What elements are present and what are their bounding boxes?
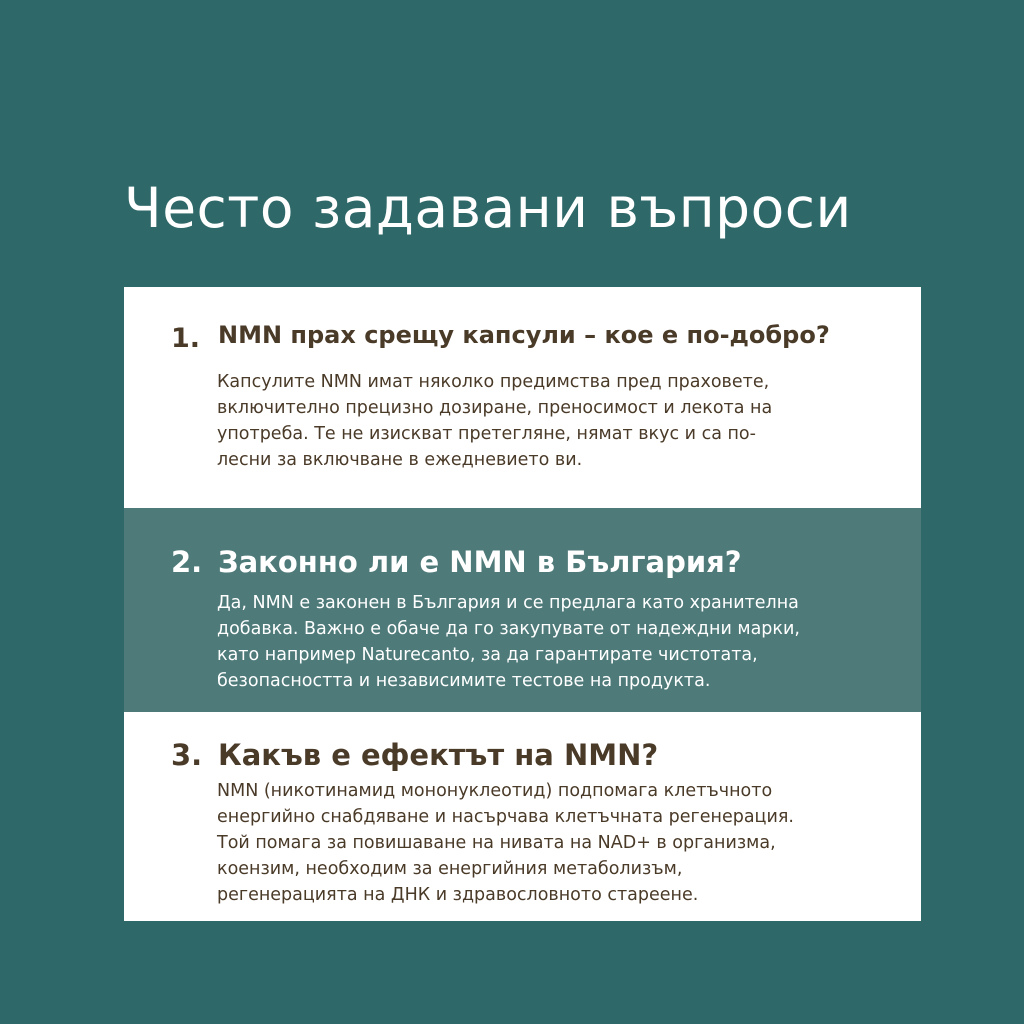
faq-question: NMN прах срещу капсули – кое е по-добро?: [218, 321, 830, 349]
faq-question: Законно ли е NMN в България?: [218, 545, 742, 579]
faq-number: 1.: [171, 323, 201, 354]
faq-answer: Да, NMN е законен в България и се предлага като хранителна добавка. Важно е обаче да го закупувате от надеждни марки, като например Naturecanto, за да гарантирате чистотата, безопасността и независимите тестове на продукта.: [217, 593, 800, 691]
faq-item-1: [124, 287, 921, 508]
faq-item-2: [124, 508, 921, 712]
faq-answer: Капсулите NMN имат няколко предимства пред праховете, включително прецизно дозиране, преносимост и лекота на употреба. Те не изискват претегляне, нямат вкус и са по- лесни за включване в ежедневието ви.: [217, 372, 773, 470]
faq-answer: NMN (никотинамид мононуклеотид) подпомага клетъчното енергийно снабдяване и насърчава клетъчната регенерация. Той помага за повишаване на нивата на NAD+ в организма, коензим, необходим за енергийния метаболизъм, регенерацията на ДНК и здравословното стареене.: [217, 781, 794, 905]
page-title: Често задавани въпроси: [124, 176, 852, 240]
faq-number: 3.: [171, 738, 203, 772]
faq-number: 2.: [171, 545, 203, 579]
faq-question: Какъв е ефектът на NMN?: [218, 738, 659, 772]
faq-item-3: [124, 712, 921, 921]
